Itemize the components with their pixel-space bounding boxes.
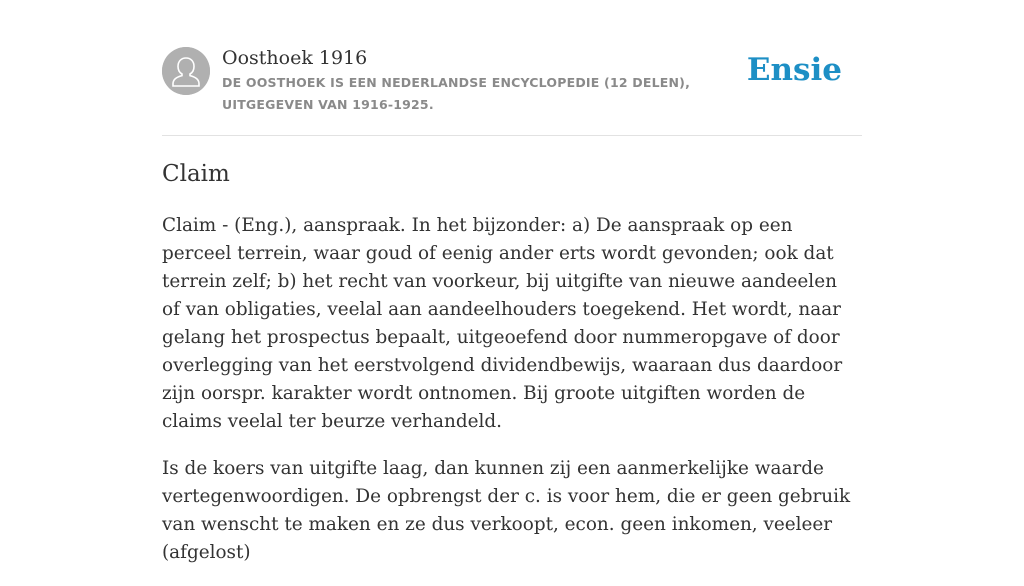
source-header	[162, 46, 862, 136]
source-description: DE OOSTHOEK IS EEN NEDERLANDSE ENCYCLOPEDIE (12 DELEN), UITGEGEVEN VAN 1916-1925.	[222, 75, 691, 112]
article-paragraph: Is de koers van uitgifte laag, dan kunnen zij een aanmerkelijke waarde vertegenwoordigen. De opbrengst der c. is voor hem, die er geen gebruik van wenscht te maken en ze dus verkoopt, econ. geen inkomen, veeleer (afgelost)	[162, 458, 851, 563]
ensie-logo[interactable]: Ensie	[746, 52, 842, 88]
source-name[interactable]: Oosthoek 1916	[222, 47, 368, 69]
header-divider	[162, 135, 862, 136]
article-paragraph: Claim - (Eng.), aanspraak. In het bijzonder: a) De aanspraak op een perceel terrein, waar goud of eenig ander erts wordt gevonden; ook dat terrein zelf; b) het recht van voorkeur, bij uitgifte van nieuwe aandeelen of van obligaties, veelal aan aandeelhouders toegekend. Het wordt, naar gelang het prospectus bepaalt, uitgeoefend door nummeropgave of door overlegging van het eerstvolgend dividendbewijs, waaraan dus daardoor zijn oorspr. karakter wordt ontnomen. Bij groote uitgiften worden de claims veelal ter beurze verhandeld.	[162, 215, 843, 432]
article-body	[162, 212, 852, 586]
article-title: Claim	[162, 161, 230, 187]
user-avatar-icon[interactable]	[162, 47, 210, 95]
